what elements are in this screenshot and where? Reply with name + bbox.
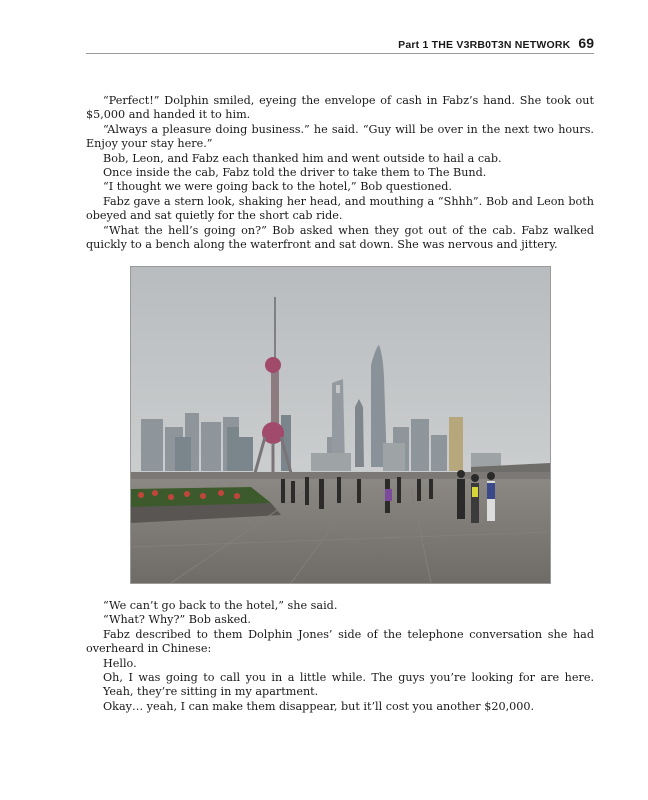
- paragraph: “What the hell’s going on?” Bob asked when they got out of the cab. Fabz walked quickly to a bench along the waterfront and sat down. She was nervous and jittery.: [86, 223, 594, 252]
- paragraph: Bob, Leon, and Fabz each thanked him and went outside to hail a cab.: [103, 151, 502, 165]
- paragraph: Once inside the cab, Fabz told the driver to take them to The Bund.: [103, 166, 487, 180]
- paragraph: “Always a pleasure doing business.” he said. “Guy will be over in the next two hours. Enjoy your stay here.”: [86, 122, 594, 151]
- body-text-bottom: [86, 599, 594, 714]
- page-number: 69: [578, 35, 594, 51]
- running-header: [86, 35, 594, 53]
- paragraph: Fabz described to them Dolphin Jones’ side of the telephone conversation she had overheard in Chinese:: [86, 627, 594, 656]
- quoted-line: Hello.: [103, 656, 137, 670]
- shanghai-bund-skyline-photo: [131, 267, 550, 583]
- paragraph: “What? Why?” Bob asked.: [103, 613, 251, 627]
- paragraph: “Perfect!” Dolphin smiled, eyeing the envelope of cash in Fabz’s hand. She took out $5,000 and handed it to him.: [86, 94, 594, 122]
- bund-skyline-photo: [130, 266, 551, 584]
- header-rule: [86, 53, 594, 54]
- paragraph: “We can’t go back to the hotel,” she said.: [103, 599, 338, 612]
- paragraph: “I thought we were going back to the hotel,” Bob questioned.: [103, 180, 452, 194]
- quoted-line: Oh, I was going to call you in a little while. The guys you’re looking for are here. Yeah, they’re sitting in my apartment.: [103, 671, 594, 699]
- quoted-line: Okay… yeah, I can make them disappear, but it’ll cost you another $20,000.: [103, 699, 535, 713]
- part-title: Part 1 THE V3RB0T3N NETWORK: [398, 39, 571, 51]
- body-text-top: [86, 94, 594, 252]
- paragraph: Fabz gave a stern look, shaking her head, and mouthing a “Shhh”. Bob and Leon both obeyed and sat quietly for the short cab ride.: [86, 194, 594, 223]
